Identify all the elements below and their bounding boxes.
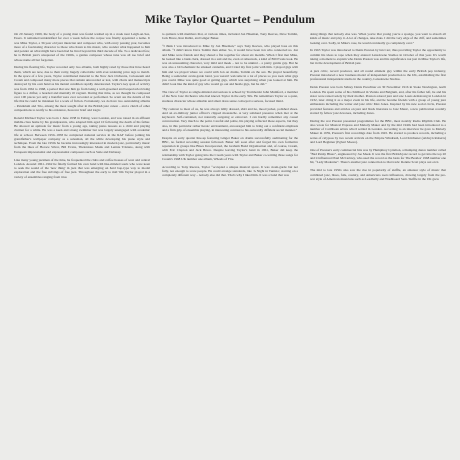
paragraph: “I think I was introduced to Mike by Jon Hiseman,” says Tony Reeves, who played bass on this album. “I didn't know Dave Tomlin then either. So, it would have been Jon who connected us. Jon and Mike were friends and they shared a flat together for about six months. When I first met Mike, he looked like a bank clerk, dressed in a suit and tie, even at rehearsals, a kind of Bill Evans look. He was an unassuming character, very mild and meek – not to be unkind – a pretty gentle guy. But he was also a bit bohemian: he smoked cannabis, and I tried my first joint with him. I played gigs with him and we played where we could with Jon on drums, Tomlin on the sax. He played beautifully. Being a somewhat avant-garde band, you weren't welcome in a lot of places so you took what gigs you could. Mike was quite good at getting gigs, which was surprising when you looked at him. He didn't look like the kind of guy who would go out and hustle gigs, but he did.” — [162, 44, 298, 87]
paragraph: According to Tony Reeves, Taylor “occupied a unique musical space. It was avant-garde but not fully, not enough to scare people. He could arrange standards, like 'A Night in Tunisia', starting on a completely different way – nobody else did that. That's why I liked him. It was a band that was — [162, 164, 298, 178]
paragraph: A jazz critic, record producer, and all round eminent guy within the early British pop industry, Preston introduced a new business model of independent production to the UK, establishing the first professional independent studio in the country, Lansdowne Studios. — [310, 68, 446, 82]
column-1 — [14, 32, 150, 185]
liner-notes — [14, 32, 446, 185]
paragraph: One of Preston's early commercial hits was by Humphrey Lyttelton, a thumping dance number called “Bad Penny Blues”, engineered by Joe Meek. It was the first British jazz record to get into the top 20 and it influenced Paul McCartney, who used the record as the basis for The Beatles' 1968 number one hit, “Lady Madonna”. There's another jazz connection to that track: Ronnie Scott plays sax on it. — [310, 147, 446, 165]
paragraph: The view of Taylor as single-minded and serious is echoed by Trombonist John Mumford, a member of the New Jazz Orchestra who had known Taylor in the early '60s. He remembers Taylor as a quiet, studious character whose amiable and smart dress sense conveyed a serious, focused mind. — [162, 90, 298, 103]
column-2 — [162, 32, 298, 185]
paragraph: Ronald Michael Taylor was born 1 June 1938 in Ealing, west London, and was raised in an affluent middle-class home by his grandparents, who adopted him aged 10 following the death of his father. He showed an aptitude for music from a young age, taking piano lessons as a child and playing clarinet for a while. He was a keen and strong swimmer but was largely unengaged with academic life at school. Between 1956–1958 he completed national service in the RAF before joining his grandfather's wallpaper company as a salesman, all the while developing his piano style and technique. From the late 1950s he became increasingly interested in modern jazz, particularly music from the likes of Horace Silver, Bill Evans, Thelonious Monk and Lennie Tristano, along with European impressionist and expressionist composers such as Satie and Debussy. — [14, 115, 150, 154]
column-3 — [310, 32, 446, 185]
paragraph: On 20 January 1969, the body of a young man was found washed up in a creek near Leigh-on-Sea, Essex. It remained unidentified for over a week before the corpse was finally appointed a name. It was Mike Taylor, a 30-year old jazz musician and composer who, with every passing year, becomes more of a fascinating character to those who listen to his music, who wonder what happened to him and ponder on what might have been had he lived beyond his third decade of life. To a dedicated few, he is British jazz's unsquared of the 1960s, a genius composer whose tune was all too brief and whose name all but forgotten. — [14, 32, 150, 62]
paragraph: Despite an early quartet line-up featuring Ginger Baker on drums successfully auditioning for the BBC, no formal recording session followed. Baker left soon after and forged his own formative reputation in groups like Blues Incorporated, the Graham Bond Organisation and, of course, Cream, with Eric Clapton and Jack Bruce. Despite leaving Taylor's band in 1961, Baker did keep the relationship with Taylor going into the Cream years with Taylor and Baker co-writing three songs for Cream's 1968 UK number one album, Wheels of Fire. — [162, 135, 298, 161]
paragraph: Like many young jazzmen of the time, he frequented the clubs and coffee houses of west and central London. Around 1961–1962 he finally formed his own band with like-minded souls who were keen to seek the sound of the 'new thing' in jazz that was emerging on hard bop-type way to modal exploration and the free strivings of free jazz. Throughout the early to mid '60s Taylor played in a variety of ensembles ranging from trios — [14, 157, 150, 179]
paragraph: During his fleeting life, Taylor recorded only two albums, both highly rated by those that have heard them, which are now, due to their rarity, hugely collectable with ever-widening price tags to match. In the space of a few years, Taylor contributed material to the New Jazz Orchestra, Colosseum and Cream and composed many more pieces that remain unrecorded or lost, with charts and manuscripts destroyed by his own hand as his mental condition rapidly deteriorated. Taylor's key span of activity was from 1962 to 1968, a period that saw him go from being a well-groomed and bespectacled rising figure to a drifter, a bearded and mentally ill vagrant. During that time, as we thought he composed over 100 pieces yet only a handful were ever recorded or performed. So scant are the details of his life that he could be mistaken for a work of fiction. Fortunately, we do have two outstanding albums – Pendulum and Trio, among the most sought after in the British jazz canon – and a clutch of other compositions to testify to his existence, however brief and tragic. — [14, 65, 150, 112]
paragraph: The mid to late 1950s also saw the rise in popularity of skiffle, an amateur style of music that combined jazz, blues, folk, country, and Americana roots influences, drawing largely from the pre-war style of American musicians such as Leadbelly and Washboard Sam. Skiffle in the UK grew — [310, 168, 446, 181]
paragraph: Denis Preston was born Sidney Denis Preschner on 30 November 1916 in Stoke Newington, north London. He spent some of his childhood in Vienna and Belgium, and, after his father left, he and his sister were raised solely by their mother. Preston adored jazz and saw Louis Armstrong in London in 1932, later citing it as a major event in his life, and he became friends with a group of young jazz enthusiasts including the writer and jazz critic Max Jones. Inspired by his new social circle, Preston provided features and articles on jazz and black literature to Jazz Music, a new publication recently started by fellow jazz devotees, including Jones. — [310, 85, 446, 115]
paragraph: doing things that nobody else was. When you're that young you're a sponge, you want to absorb all kinds of music and play it. A lot of changes, take risks. I did the very edge of the cliff, and sometimes looking over. Sadly, in Mike's case, he would eventually go completely over.” — [310, 32, 446, 45]
page-title: Mike Taylor Quartet – Pendulum — [145, 14, 315, 26]
paragraph: “By contrast to most of us, he was always tidily dressed, shirt and tie, mood jacket, polished shoes. And an ex-military junior officer's clipped moustache. A very subdued presence when met at the keyboard. Self-contained, not naturally outgoing or extrovert. I can hardly remember any casual conversation. Very much to the point. Careful and polite, his playing reflected those aspects, but they also, in this particular rather heroic environment, encouraged him to bring out a confident emphasis and a firm grip of ensemble playing, in interesting contrast to his outwardly diffident social manner.” — [162, 106, 298, 132]
paragraph: to quintets with members that, at various times, included Jon Hiseman, Tony Reeves, Dave Tomlin, Jack Bruce, Ron Rubin, and Ginger Baker. — [162, 32, 298, 41]
paragraph: In 1963 Taylor was introduced to Denis Preston by Ian Carr, thus providing Taylor the opportunity to commit his ideas to tape when they entered Lansdowne Studios in October of that year. It's worth taking a moment to explain who Denis Preston was and his significance not just in Mike Taylor's life, but in the development of British jazz. — [310, 48, 446, 66]
paragraph: During the war Preston presented programmes for the BBC, most notably Radio Rhythm Club. He also wrote for Musical Express and Melody Maker and by the mid 1940s had been introduced to a number of Caribbean artists who'd settled in London. According to an interview he gave to Melody Maker in 1959, Preston's first recordings date from 1945. He started to produce records, including a series of calypsos by two recent arrivals on the Empire Windrush, Lord Kitchener (Aldwyn Roberts) and Lord Beginner (Egbert Moore). — [310, 118, 446, 144]
